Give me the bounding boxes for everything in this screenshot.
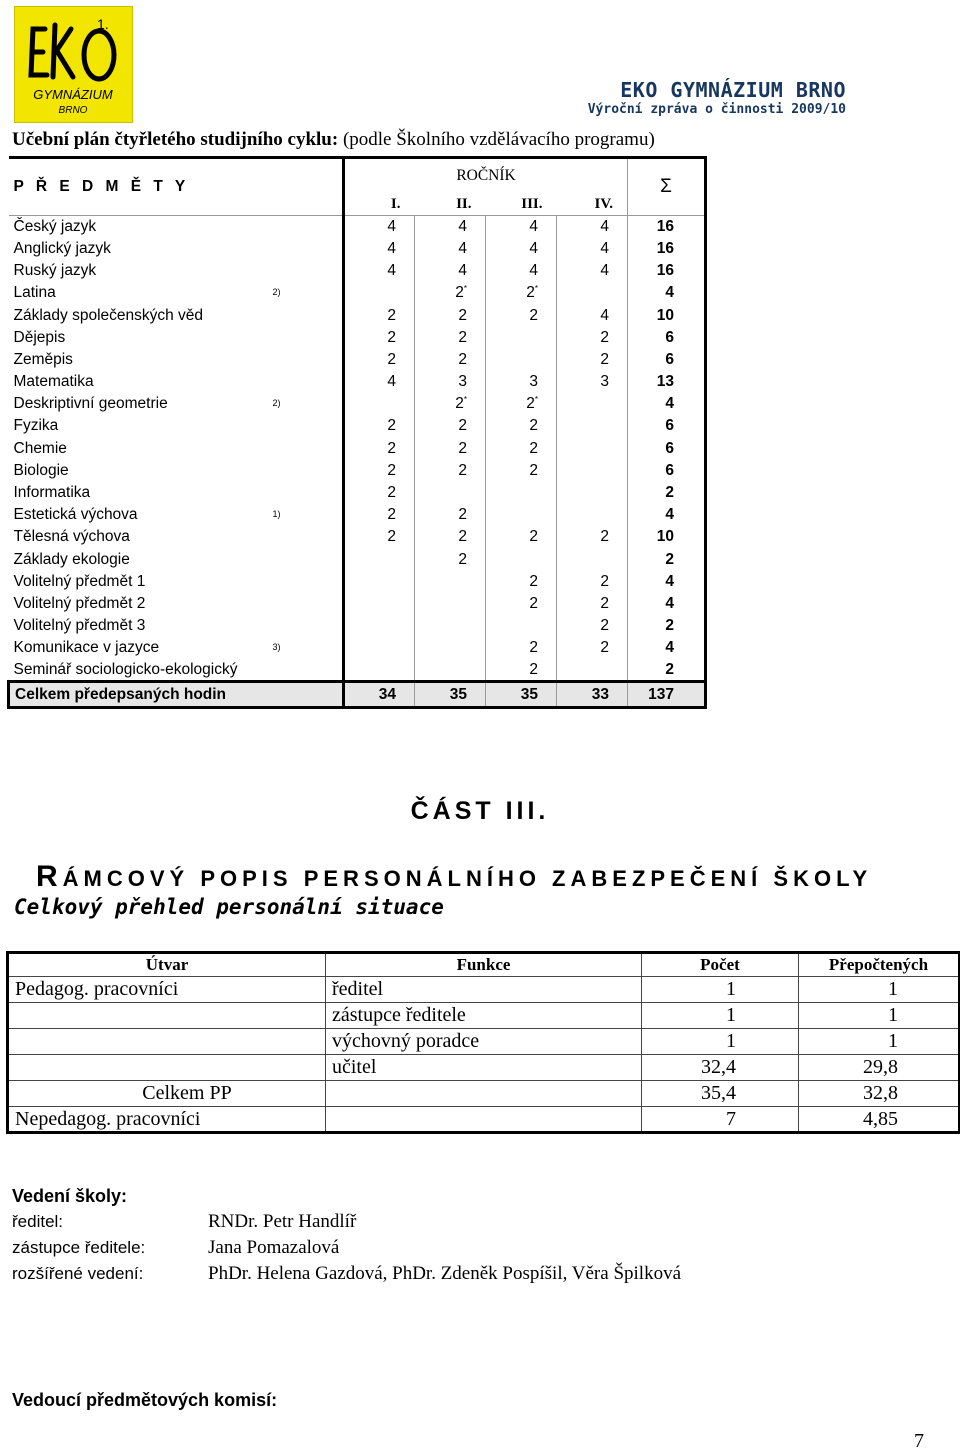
section-heading xyxy=(36,860,872,894)
table-row-celkem xyxy=(8,1081,960,1107)
hours-cell xyxy=(557,482,628,504)
nepedagog-empty xyxy=(326,1107,642,1133)
hours-cell: 4 xyxy=(415,238,486,260)
hours-cell: 2 xyxy=(557,526,628,548)
school-logo xyxy=(14,6,133,123)
hours-cell: 4 xyxy=(344,216,415,238)
hours-cell: 2 xyxy=(486,438,557,460)
staff-header-funkce: Funkce xyxy=(326,953,642,977)
logo-subtitle-1: GYMNÁZIUM xyxy=(33,87,113,102)
report-title: Výroční zpráva o činnosti 2009/10 xyxy=(587,102,846,117)
hours-cell: 4 xyxy=(486,216,557,238)
staff-prepocet: 1 xyxy=(799,1029,960,1055)
subject-name: Volitelný předmět 2 xyxy=(13,594,146,612)
hours-cell xyxy=(557,549,628,571)
leadership-name: Jana Pomazalová xyxy=(208,1237,340,1258)
total-label: Celkem předepsaných hodin xyxy=(9,682,344,708)
sum-cell: 2 xyxy=(628,615,706,637)
rocnik-header: ROČNÍK xyxy=(344,158,628,194)
sum-cell: 4 xyxy=(628,637,706,659)
table-row xyxy=(9,526,706,548)
staff-utvar xyxy=(8,1055,326,1081)
subject-name: Estetická výchova 1) xyxy=(13,506,281,524)
hours-cell: 4 xyxy=(557,260,628,282)
hours-cell: 4 xyxy=(486,238,557,260)
hours-cell: 2 xyxy=(486,659,557,681)
school-name: EKO GYMNÁZIUM BRNO xyxy=(620,78,846,102)
hours-cell: 2 xyxy=(344,349,415,371)
part-heading: ČÁST III. xyxy=(410,797,550,825)
hours-cell: 2 xyxy=(415,438,486,460)
staff-utvar xyxy=(8,1029,326,1055)
subject-name: Český jazyk xyxy=(13,218,97,236)
staff-prepocet: 29,8 xyxy=(799,1055,960,1081)
hours-cell xyxy=(415,593,486,615)
table-row xyxy=(9,415,706,437)
logo-number: 1. xyxy=(97,16,109,32)
hours-cell xyxy=(344,659,415,681)
hours-cell xyxy=(557,460,628,482)
year-header: I. xyxy=(344,194,415,216)
hours-cell: 2 xyxy=(415,460,486,482)
hours-cell xyxy=(344,549,415,571)
hours-cell: 2 xyxy=(344,460,415,482)
plan-title-bold: Učební plán čtyřletého studijního cyklu: xyxy=(12,129,339,150)
total-row xyxy=(9,682,706,708)
celkem-empty xyxy=(326,1081,642,1107)
subject-footnote: 1) xyxy=(272,509,281,520)
hours-cell: 2* xyxy=(415,393,486,415)
hours-cell: 2 xyxy=(486,637,557,659)
hours-cell xyxy=(557,415,628,437)
table-row xyxy=(9,571,706,593)
curriculum-table xyxy=(7,156,707,709)
celkem-label: Celkem PP xyxy=(8,1081,326,1107)
table-row xyxy=(8,1055,960,1081)
staff-header-prepocet: Přepočtených xyxy=(799,953,960,977)
table-row xyxy=(9,593,706,615)
leadership-role: rozšířené vedení: xyxy=(12,1264,144,1283)
hours-cell: 2 xyxy=(344,327,415,349)
hours-cell: 2 xyxy=(557,593,628,615)
hours-cell xyxy=(557,659,628,681)
table-row xyxy=(9,260,706,282)
table-row xyxy=(9,438,706,460)
sum-cell: 16 xyxy=(628,216,706,238)
sum-cell: 4 xyxy=(628,504,706,526)
sum-header: Σ xyxy=(628,158,706,216)
sum-cell: 13 xyxy=(628,371,706,393)
hours-cell: 2* xyxy=(415,282,486,304)
table-row xyxy=(9,282,706,304)
table-row xyxy=(9,349,706,371)
subject-name: Matematika xyxy=(13,373,94,391)
plan-title xyxy=(12,129,655,151)
staff-funkce: ředitel xyxy=(326,977,642,1003)
hours-cell: 2 xyxy=(486,593,557,615)
total-sum-cell: 137 xyxy=(628,682,706,708)
hours-cell: 3 xyxy=(557,371,628,393)
subject-name: Seminář sociologicko-ekologický xyxy=(13,660,238,678)
table-row xyxy=(9,504,706,526)
table-row xyxy=(9,371,706,393)
hours-cell xyxy=(415,637,486,659)
sum-cell: 10 xyxy=(628,304,706,326)
hours-cell: 2 xyxy=(344,304,415,326)
sum-cell: 4 xyxy=(628,593,706,615)
leadership-row xyxy=(12,1263,681,1285)
subject-name: Základy ekologie xyxy=(13,550,130,568)
sum-cell: 6 xyxy=(628,415,706,437)
subject-name: Zeměpis xyxy=(13,350,73,368)
table-row xyxy=(9,327,706,349)
total-hours-cell: 34 xyxy=(344,682,415,708)
hours-cell: 2 xyxy=(344,526,415,548)
hours-cell: 2 xyxy=(415,349,486,371)
hours-cell: 4 xyxy=(557,216,628,238)
hours-cell: 4 xyxy=(415,260,486,282)
leadership-row xyxy=(12,1211,356,1233)
footnote-marker: * xyxy=(534,284,538,294)
sum-cell: 10 xyxy=(628,526,706,548)
hours-cell xyxy=(486,504,557,526)
subjects-header: P Ř E D M Ě T Y xyxy=(9,158,344,216)
staff-table xyxy=(6,951,960,1134)
hours-cell: 4 xyxy=(557,304,628,326)
footnote-marker: * xyxy=(463,395,467,405)
section-heading-initial: R xyxy=(36,860,63,893)
year-header: II. xyxy=(415,194,486,216)
staff-pocet: 32,4 xyxy=(642,1055,799,1081)
subject-name: Volitelný předmět 1 xyxy=(13,572,146,590)
subject-name: Anglický jazyk xyxy=(13,239,111,257)
hours-cell: 4 xyxy=(344,371,415,393)
subject-name: Tělesná výchova xyxy=(13,528,130,546)
subject-footnote: 2) xyxy=(272,398,281,409)
staff-pocet: 1 xyxy=(642,1003,799,1029)
table-row xyxy=(9,659,706,681)
nepedagog-pocet: 7 xyxy=(642,1107,799,1133)
leadership-row xyxy=(12,1237,339,1259)
sum-cell: 6 xyxy=(628,327,706,349)
vedeni-heading: Vedení školy: xyxy=(12,1186,128,1206)
footnote-marker: * xyxy=(463,284,467,294)
staff-utvar xyxy=(8,1003,326,1029)
table-row xyxy=(9,216,706,238)
leadership-role: ředitel: xyxy=(12,1212,64,1231)
sum-cell: 16 xyxy=(628,260,706,282)
plan-title-rest: (podle Školního vzdělávacího programu) xyxy=(338,129,655,150)
hours-cell xyxy=(486,482,557,504)
hours-cell: 2 xyxy=(344,438,415,460)
hours-cell xyxy=(415,615,486,637)
staff-funkce: výchovný poradce xyxy=(326,1029,642,1055)
year-header: IV. xyxy=(557,194,628,216)
subject-footnote: 2) xyxy=(272,287,281,298)
table-row xyxy=(9,549,706,571)
celkem-pocet: 35,4 xyxy=(642,1081,799,1107)
subject-name: Fyzika xyxy=(13,417,59,435)
subject-name: Dějepis xyxy=(13,328,66,346)
hours-cell xyxy=(415,571,486,593)
sum-cell: 2 xyxy=(628,659,706,681)
hours-cell: 2 xyxy=(486,526,557,548)
hours-cell xyxy=(557,282,628,304)
staff-pocet: 1 xyxy=(642,977,799,1003)
hours-cell xyxy=(486,327,557,349)
hours-cell: 3 xyxy=(415,371,486,393)
hours-cell xyxy=(486,349,557,371)
subject-name: Ruský jazyk xyxy=(13,262,97,280)
hours-cell: 4 xyxy=(415,216,486,238)
hours-cell: 2* xyxy=(486,282,557,304)
hours-cell xyxy=(344,593,415,615)
hours-cell: 2 xyxy=(557,571,628,593)
hours-cell: 4 xyxy=(486,260,557,282)
subject-name: Informatika xyxy=(13,484,91,502)
table-row-nepedagog xyxy=(8,1107,960,1133)
subject-name: Deskriptivní geometrie 2) xyxy=(13,395,281,413)
sum-cell: 6 xyxy=(628,438,706,460)
hours-cell: 4 xyxy=(344,260,415,282)
total-hours-cell: 35 xyxy=(415,682,486,708)
leadership-role: zástupce ředitele: xyxy=(12,1238,146,1257)
sum-cell: 4 xyxy=(628,282,706,304)
sum-cell: 4 xyxy=(628,571,706,593)
sum-cell: 2 xyxy=(628,549,706,571)
staff-header-utvar: Útvar xyxy=(8,953,326,977)
subsection-heading: Celkový přehled personální situace xyxy=(14,895,444,919)
nepedagog-label: Nepedagog. pracovníci xyxy=(8,1107,326,1133)
nepedagog-prepocet: 4,85 xyxy=(799,1107,960,1133)
staff-prepocet: 1 xyxy=(799,1003,960,1029)
hours-cell: 2 xyxy=(415,526,486,548)
staff-header-pocet: Počet xyxy=(642,953,799,977)
celkem-prepocet: 32,8 xyxy=(799,1081,960,1107)
table-row xyxy=(9,304,706,326)
hours-cell: 2 xyxy=(557,637,628,659)
subject-name: Biologie xyxy=(13,461,69,479)
total-hours-cell: 33 xyxy=(557,682,628,708)
sum-cell: 6 xyxy=(628,349,706,371)
hours-cell: 2 xyxy=(344,415,415,437)
year-header: III. xyxy=(486,194,557,216)
hours-cell xyxy=(415,659,486,681)
hours-cell: 2 xyxy=(415,504,486,526)
table-row xyxy=(9,238,706,260)
komise-heading: Vedoucí předmětových komisí: xyxy=(12,1390,278,1410)
page-number: 7 xyxy=(914,1430,924,1452)
leadership-name: PhDr. Helena Gazdová, PhDr. Zdeněk Pospíšil, Věra Špilková xyxy=(208,1263,681,1284)
hours-cell xyxy=(415,482,486,504)
hours-cell: 2 xyxy=(486,415,557,437)
hours-cell xyxy=(557,504,628,526)
hours-cell: 2 xyxy=(557,615,628,637)
table-row xyxy=(8,977,960,1003)
footnote-marker: * xyxy=(534,395,538,405)
hours-cell: 3 xyxy=(486,371,557,393)
hours-cell: 2 xyxy=(486,460,557,482)
logo-subtitle-2: BRNO xyxy=(58,105,88,116)
hours-cell: 2 xyxy=(486,571,557,593)
sum-cell: 2 xyxy=(628,482,706,504)
staff-pocet: 1 xyxy=(642,1029,799,1055)
hours-cell xyxy=(557,393,628,415)
hours-cell: 2 xyxy=(557,327,628,349)
table-row xyxy=(8,1003,960,1029)
table-row xyxy=(9,637,706,659)
subject-name: Volitelný předmět 3 xyxy=(13,617,146,635)
staff-funkce: zástupce ředitele xyxy=(326,1003,642,1029)
sum-cell: 4 xyxy=(628,393,706,415)
hours-cell xyxy=(344,571,415,593)
table-row xyxy=(9,482,706,504)
hours-cell xyxy=(344,393,415,415)
hours-cell xyxy=(557,438,628,460)
hours-cell: 2 xyxy=(344,482,415,504)
subject-footnote: 3) xyxy=(272,642,281,653)
hours-cell: 2 xyxy=(486,304,557,326)
sum-cell: 16 xyxy=(628,238,706,260)
hours-cell: 2 xyxy=(344,504,415,526)
subject-name: Chemie xyxy=(13,439,67,457)
subject-name: Latina 2) xyxy=(13,284,281,302)
table-row xyxy=(9,615,706,637)
hours-cell: 4 xyxy=(344,238,415,260)
hours-cell: 2 xyxy=(415,304,486,326)
hours-cell: 2 xyxy=(557,349,628,371)
table-row xyxy=(9,393,706,415)
hours-cell xyxy=(344,637,415,659)
hours-cell xyxy=(344,615,415,637)
hours-cell xyxy=(486,549,557,571)
subject-name: Základy společenských věd xyxy=(13,306,204,324)
table-row xyxy=(9,460,706,482)
total-hours-cell: 35 xyxy=(486,682,557,708)
sum-cell: 6 xyxy=(628,460,706,482)
hours-cell: 2 xyxy=(415,327,486,349)
hours-cell: 2* xyxy=(486,393,557,415)
section-heading-rest: ÁMCOVÝ POPIS PERSONÁLNÍHO ZABEZPEČENÍ ŠKOLY xyxy=(62,866,873,891)
hours-cell: 2 xyxy=(415,549,486,571)
hours-cell: 4 xyxy=(557,238,628,260)
subject-name: Komunikace v jazyce 3) xyxy=(13,639,281,657)
hours-cell: 2 xyxy=(415,415,486,437)
staff-prepocet: 1 xyxy=(799,977,960,1003)
hours-cell xyxy=(486,615,557,637)
leadership-name: RNDr. Petr Handlíř xyxy=(208,1211,357,1232)
staff-utvar: Pedagog. pracovníci xyxy=(8,977,326,1003)
hours-cell xyxy=(344,282,415,304)
table-row xyxy=(8,1029,960,1055)
staff-funkce: učitel xyxy=(326,1055,642,1081)
